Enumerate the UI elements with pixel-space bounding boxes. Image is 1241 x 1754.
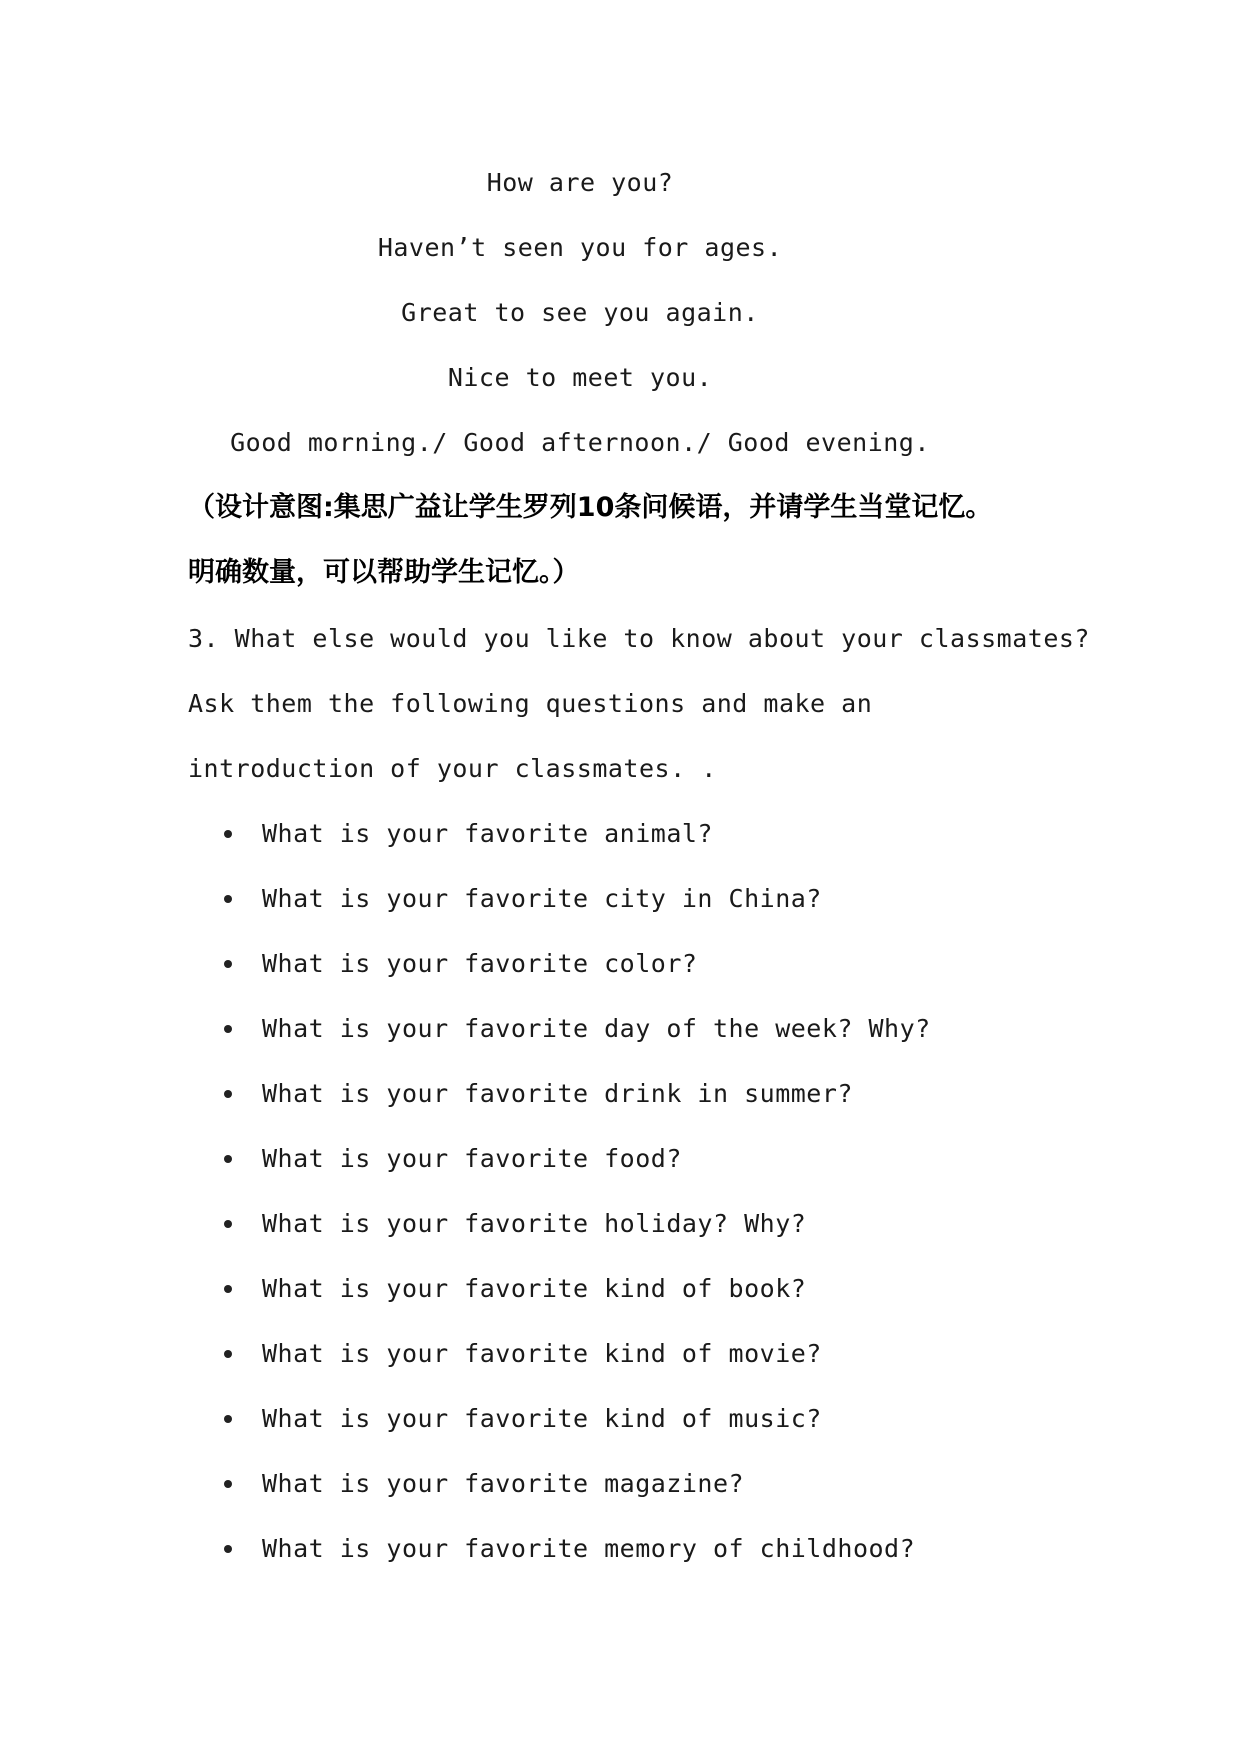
bullet-icon [224, 1350, 232, 1358]
question-text: What is your favorite color? [262, 949, 698, 978]
greeting-line: Nice to meet you. [447, 363, 713, 392]
question-text: What is your favorite kind of book? [262, 1274, 807, 1303]
question-text: What is your favorite kind of movie? [262, 1339, 822, 1368]
list-item [0, 1404, 900, 1434]
bullet-icon [224, 1090, 232, 1098]
greeting-line: How are you? [486, 168, 674, 197]
list-item [0, 1079, 900, 1109]
bullet-icon [224, 1545, 232, 1553]
bullet-icon [224, 1480, 232, 1488]
list-item [0, 1274, 900, 1304]
bullet-icon [224, 1415, 232, 1423]
bullet-icon [224, 1285, 232, 1293]
list-item [0, 1144, 900, 1174]
list-item [0, 1469, 900, 1499]
greeting-line: Great to see you again. [401, 298, 759, 327]
bullet-icon [224, 1155, 232, 1163]
question-text: What is your favorite day of the week? Why? [262, 1014, 931, 1043]
bullet-icon [224, 830, 232, 838]
bullet-icon [224, 1220, 232, 1228]
bullet-icon [224, 1025, 232, 1033]
list-item [0, 884, 900, 914]
list-item [0, 1209, 900, 1239]
question-text: What is your favorite drink in summer? [262, 1079, 853, 1108]
question-text: What is your favorite city in China? [262, 884, 822, 913]
task-instruction-line-2: Ask them the following questions and make an [188, 689, 873, 718]
question-text: What is your favorite memory of childhood? [262, 1534, 916, 1563]
list-item [0, 1014, 931, 1044]
bullet-icon [224, 960, 232, 968]
question-text: What is your favorite food? [262, 1144, 682, 1173]
question-text: What is your favorite kind of music? [262, 1404, 822, 1433]
list-item [0, 949, 900, 979]
list-item [0, 1534, 916, 1564]
design-note-line-2: 明确数量，可以帮助学生记忆。） [188, 557, 580, 588]
task-instruction-line-1: 3. What else would you like to know about your classmates? [188, 624, 1090, 653]
design-note-line-1: （设计意图:集思广益让学生罗列10条问候语，并请学生当堂记忆。 [188, 492, 993, 523]
greeting-line: Haven’t seen you for ages. [377, 233, 783, 262]
question-text: What is your favorite magazine? [262, 1469, 745, 1498]
bullet-icon [224, 895, 232, 903]
question-text: What is your favorite animal? [262, 819, 713, 848]
list-item [0, 1339, 900, 1369]
list-item [0, 819, 900, 849]
question-text: What is your favorite holiday? Why? [262, 1209, 807, 1238]
greeting-line: Good morning./ Good afternoon./ Good evening. [230, 428, 930, 457]
task-instruction-line-3: introduction of your classmates. . [188, 754, 717, 783]
